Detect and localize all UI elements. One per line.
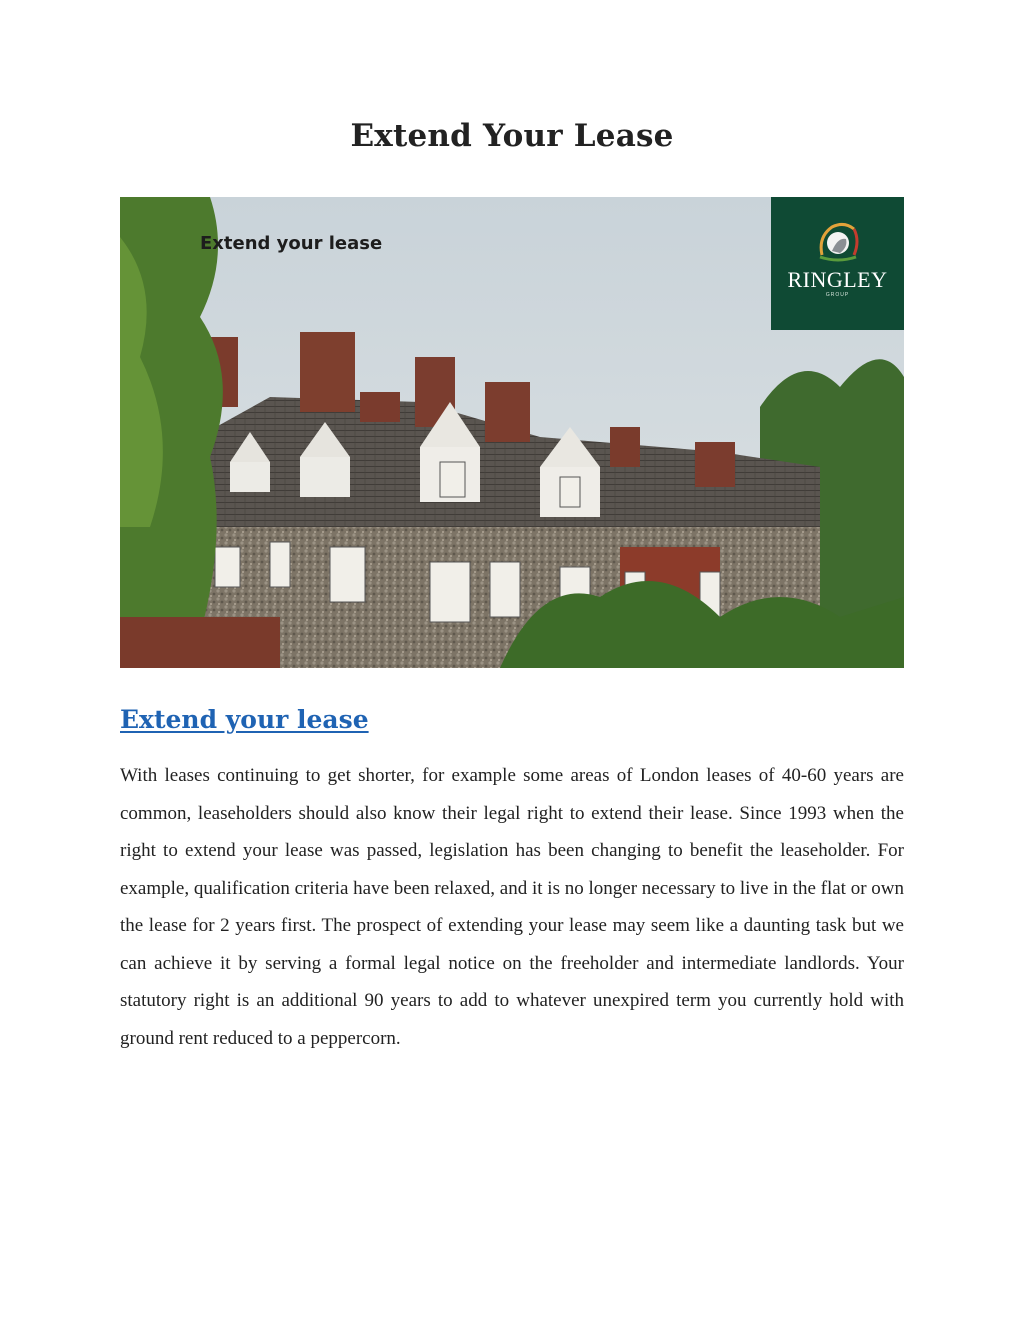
- hero-caption: Extend your lease: [200, 233, 383, 254]
- logo-subtitle: GROUP: [825, 292, 850, 298]
- page-title: Extend Your Lease: [350, 118, 674, 154]
- body-paragraph: With leases continuing to get shorter, for example some areas of London leases of 40-60 years are common, leaseholders should also know their legal right to extend their lease. Since 1993 when the right to extend your lease was passed, legislation has been changing to benefit the leaseholder. For example, qualification criteria have been relaxed, and it is no longer necessary to live in the flat or own the lease for 2 years first. The prospect of extending your lease may seem like a daunting task but we can achieve it by serving a formal legal notice on the freeholder and intermediate landlords. Your statutory right is an additional 90 years to add to whatever unexpired term you currently hold with ground rent reduced to a peppercorn.: [120, 765, 904, 1049]
- hero-image: [120, 197, 904, 668]
- ringley-logo: [771, 197, 904, 330]
- section-heading-link[interactable]: Extend your lease: [120, 705, 369, 734]
- logo-wordmark: RINGLEY: [787, 267, 888, 292]
- squirrel-emblem-icon: [814, 217, 862, 265]
